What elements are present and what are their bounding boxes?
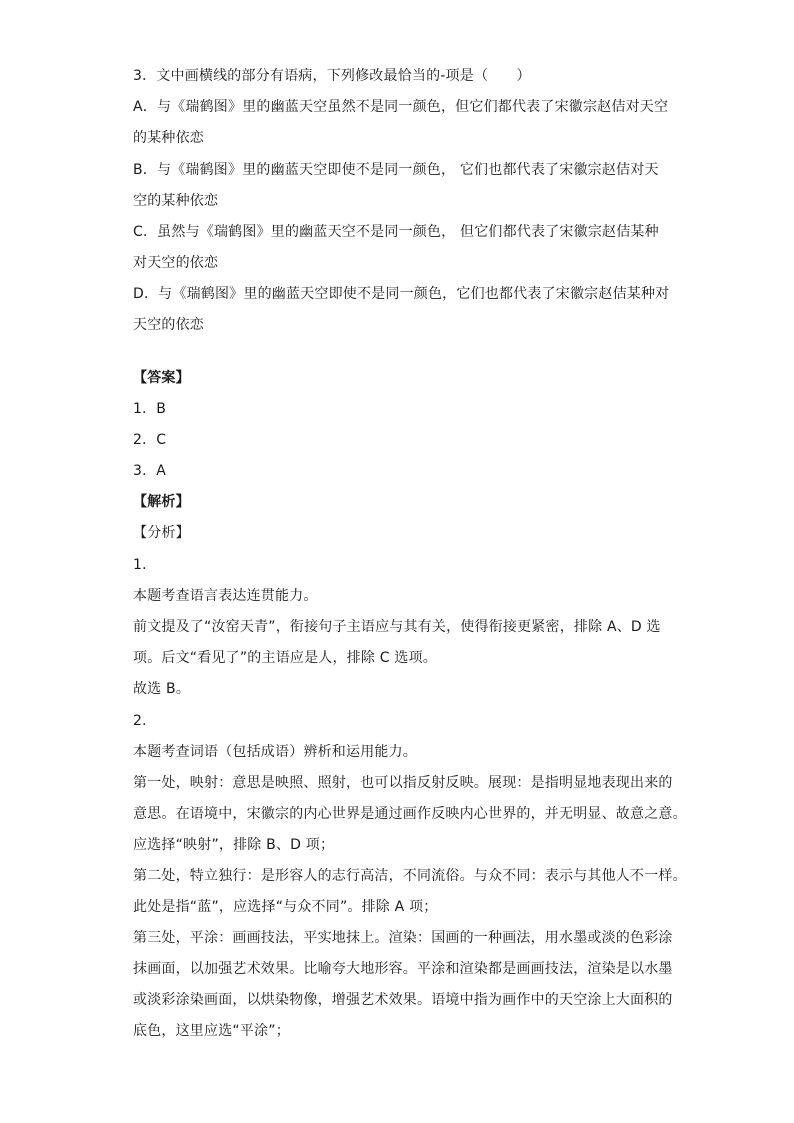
analysis-1-number: 1． [133,557,157,573]
question3-option-b-cont: 空的某种依恋 [133,193,219,209]
question3-option-a: A．与《瑞鹤图》里的幽蓝天空虽然不是同一颜色，但它们都代表了宋徽宗赵佶对天空 [133,99,669,115]
analysis-2-number: 2． [133,713,157,729]
analysis-subheading: 【分析】 [133,525,190,541]
analysis-1-conclusion: 故选 B。 [133,681,191,697]
answer-heading: 【答案】 [133,370,190,386]
analysis-1-line: 项。后文“看见了”的主语应是人，排除 C 选项。 [133,650,437,666]
answer-item-2: 2．C [133,432,167,448]
answer-item-1: 1．B [133,401,167,417]
question3-option-c: C．虽然与《瑞鹤图》里的幽蓝天空不是同一颜色， 但它们都代表了宋徽宗赵佶某种 [133,224,659,240]
analysis-1-line: 前文提及了“汝窑天青”，衔接句子主语应与其有关，使得衔接更紧密，排除 A、D 选 [133,619,661,635]
analysis-2-line: 底色，这里应选“平涂”； [133,1023,290,1039]
question3-option-d: D．与《瑞鹤图》里的幽蓝天空即使不是同一颜色，它们也都代表了宋徽宗赵佶某种对 [133,286,670,302]
question3-option-d-cont: 天空的依恋 [133,317,204,333]
analysis-heading: 【解析】 [133,494,190,510]
answer-item-3: 3．A [133,463,167,479]
analysis-2-line: 第三处，平涂：画画技法，平实地抹上。渲染：国画的一种画法，用水墨或淡的色彩涂 [133,930,673,946]
analysis-2-line: 第二处，特立独行：是形容人的志行高洁，不同流俗。与众不同：表示与其他人不一样。 [133,868,687,884]
question3-option-a-cont: 的某种依恋 [133,130,204,146]
question3-stem: 3．文中画横线的部分有语病，下列修改最恰当的-项是（ ） [133,68,531,84]
question3-option-c-cont: 对天空的依恋 [133,255,219,271]
analysis-2-line: 或淡彩涂染画面，以烘染物像，增强艺术效果。语境中指为画作中的天空涂上大面积的 [133,992,673,1008]
analysis-2-line: 应选择“映射”，排除 B、D 项； [133,837,335,853]
question3-option-b: B．与《瑞鹤图》里的幽蓝天空即使不是同一颜色， 它们也都代表了宋徽宗赵佶对天 [133,162,659,178]
analysis-2-line: 第一处，映射：意思是映照、照射，也可以指反射反映。展现：是指明显地表现出来的 [133,775,673,791]
analysis-2-line: 此处是指“蓝”，应选择“与众不同”。排除 A 项； [133,899,438,915]
analysis-2-line: 本题考查词语（包括成语）辨析和运用能力。 [133,744,417,760]
analysis-1-line: 本题考查语言表达连贯能力。 [133,588,318,604]
analysis-2-line: 意思。在语境中，宋徽宗的内心世界是通过画作反映内心世界的，并无明显、故意之意。 [133,806,687,822]
analysis-2-line: 抹画面，以加强艺术效果。比喻夸大地形容。平涂和渲染都是画画技法，渲染是以水墨 [133,961,673,977]
